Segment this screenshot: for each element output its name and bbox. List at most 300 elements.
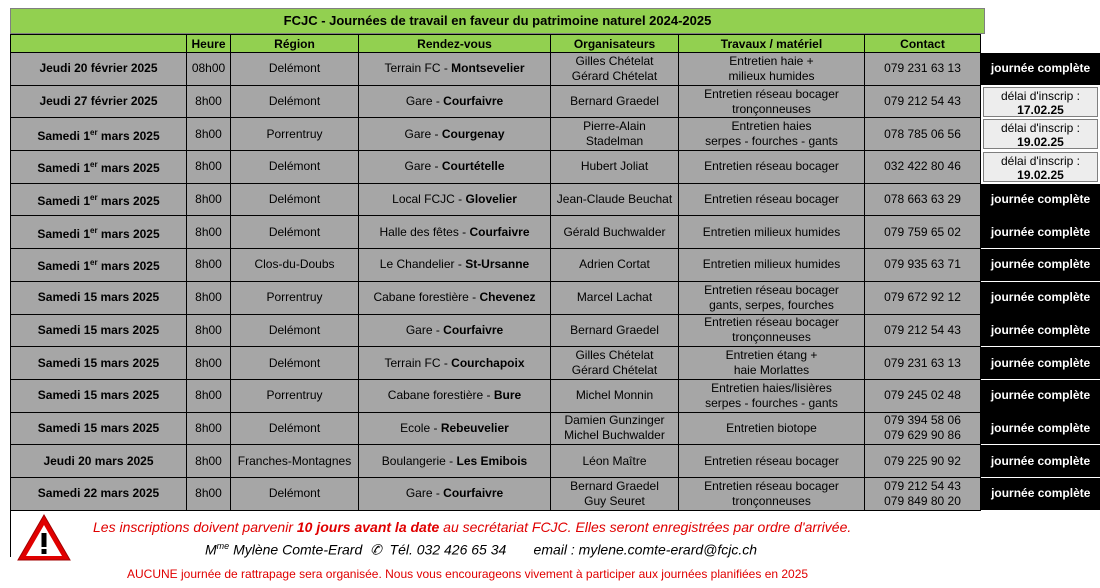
contact-cell — [865, 281, 981, 314]
region-text: Franches-Montagnes — [237, 453, 352, 468]
work-cell — [679, 314, 865, 347]
time-text: 8h00 — [195, 192, 222, 207]
full-badge — [981, 53, 1100, 85]
date-text: Samedi 1 — [37, 161, 91, 176]
contact-phone: 079 629 90 86 — [884, 428, 961, 443]
organizer-name: Hubert Joliat — [580, 159, 649, 174]
work-text: tronçonneuses — [732, 330, 811, 345]
date-cell — [11, 85, 187, 118]
table-row — [11, 118, 1100, 151]
status-cell — [981, 445, 1100, 478]
time-cell — [187, 445, 231, 478]
footer — [0, 505, 1100, 588]
date-sup: er — [90, 160, 98, 170]
work-text: Entretien réseau bocager — [704, 159, 839, 174]
contact-cell — [865, 216, 981, 249]
time-cell — [187, 183, 231, 216]
date-text: Samedi 15 mars 2025 — [37, 322, 160, 337]
contact-cell — [865, 118, 981, 151]
time-text: 8h00 — [195, 126, 222, 141]
meeting-place: Courfaivre — [443, 486, 504, 501]
date-cell — [11, 379, 187, 412]
work-text: Entretien réseau bocager — [704, 315, 839, 330]
region-cell — [231, 118, 359, 151]
meeting-point-text: Le Chandelier - — [379, 257, 466, 272]
deadline-box — [983, 119, 1098, 149]
organizer-name: Gilles Chételat — [575, 53, 654, 68]
region-cell — [231, 183, 359, 216]
col-contact: Contact — [865, 35, 981, 53]
time-cell — [187, 347, 231, 380]
work-text: milieux humides — [728, 68, 815, 83]
work-cell — [679, 249, 865, 282]
date-text: Samedi 15 mars 2025 — [37, 388, 160, 403]
deadline-box — [983, 152, 1098, 182]
full-badge — [981, 445, 1100, 477]
region-cell — [231, 347, 359, 380]
region-cell — [231, 281, 359, 314]
meeting-place: Courfaivre — [443, 322, 504, 337]
status-text: journée complète — [990, 322, 1091, 337]
table-row — [11, 412, 1100, 445]
status-cell — [981, 412, 1100, 445]
date-text: Samedi 15 mars 2025 — [37, 290, 160, 305]
region-text: Delémont — [268, 159, 321, 174]
date-text: Samedi 1 — [37, 194, 91, 209]
meeting-point-cell — [359, 445, 551, 478]
date-sup: er — [90, 127, 98, 137]
note-text: Les inscriptions doivent parvenir — [93, 519, 297, 535]
organizers-cell — [551, 314, 679, 347]
contact-phone: 079 394 58 06 — [884, 413, 961, 428]
region-text: Delémont — [268, 420, 321, 435]
date-cell — [11, 216, 187, 249]
organizer-name: Damien Gunzinger — [564, 413, 665, 428]
meeting-place: Bure — [493, 388, 522, 403]
meeting-point-cell — [359, 379, 551, 412]
meeting-point-text: Cabane forestière - — [373, 290, 480, 305]
organizers-cell — [551, 445, 679, 478]
contact-phone: 079 759 65 02 — [884, 224, 961, 239]
organizers-cell — [551, 281, 679, 314]
status-cell — [981, 85, 1100, 118]
date-sup: er — [90, 193, 98, 203]
registration-note — [93, 519, 851, 535]
meeting-point-text: Local FCJC - — [392, 192, 466, 207]
time-text: 8h00 — [195, 159, 222, 174]
time-cell — [187, 216, 231, 249]
contact-phone: 079 231 63 13 — [884, 61, 961, 76]
meeting-point-text: Terrain FC - — [384, 61, 452, 76]
date-text-end: mars 2025 — [97, 128, 160, 143]
work-cell — [679, 85, 865, 118]
meeting-point-cell — [359, 314, 551, 347]
time-text: 8h00 — [195, 420, 222, 435]
col-time: Heure — [187, 35, 231, 53]
organizers-cell — [551, 249, 679, 282]
date-text-end: mars 2025 — [97, 194, 160, 209]
status-cell — [981, 314, 1100, 347]
status-text: journée complète — [990, 355, 1091, 370]
meeting-point-cell — [359, 151, 551, 184]
region-text: Porrentruy — [266, 290, 323, 305]
work-cell — [679, 118, 865, 151]
status-text: journée complète — [990, 420, 1091, 435]
work-cell — [679, 53, 865, 86]
contact-cell — [865, 445, 981, 478]
date-text: Samedi 1 — [37, 259, 91, 274]
work-text: haie Morlattes — [733, 363, 810, 378]
meeting-place: Courfaivre — [469, 224, 530, 239]
date-text: Jeudi 27 février 2025 — [39, 94, 158, 109]
full-badge — [981, 282, 1100, 314]
col-work: Travaux / matériel — [679, 35, 865, 53]
deadline-box — [983, 87, 1098, 117]
status-text: journée complète — [990, 453, 1091, 468]
organizer-name: Michel Buchwalder — [564, 428, 665, 443]
status-cell — [981, 347, 1100, 380]
col-date — [11, 35, 187, 53]
region-text: Porrentruy — [266, 126, 323, 141]
work-text: Entretien réseau bocager — [704, 453, 839, 468]
date-cell — [11, 281, 187, 314]
status-cell — [981, 53, 1100, 86]
time-text: 8h00 — [195, 355, 222, 370]
work-cell — [679, 347, 865, 380]
col-region: Région — [231, 35, 359, 53]
organizers-cell — [551, 85, 679, 118]
status-text: journée complète — [990, 257, 1091, 272]
region-text: Delémont — [268, 94, 321, 109]
date-cell — [11, 445, 187, 478]
organizer-name: Michel Monnin — [575, 388, 654, 403]
status-cell — [981, 118, 1100, 151]
contact-phone: 079 212 54 43 — [884, 478, 961, 493]
date-cell — [11, 183, 187, 216]
full-badge — [981, 380, 1100, 412]
time-cell — [187, 412, 231, 445]
organizers-cell — [551, 412, 679, 445]
contact-phone: 078 785 06 56 — [884, 126, 961, 141]
date-text: Jeudi 20 février 2025 — [39, 61, 158, 76]
time-text: 08h00 — [191, 61, 226, 76]
full-badge — [981, 314, 1100, 346]
col-organizers: Organisateurs — [551, 35, 679, 53]
work-text: tronçonneuses — [732, 101, 811, 116]
region-cell — [231, 216, 359, 249]
meeting-point-cell — [359, 85, 551, 118]
contact-name: Mylène Comte-Erard — [229, 541, 363, 558]
deadline-label: délai d'inscrip : — [1001, 121, 1080, 136]
meeting-place: Glovelier — [465, 192, 517, 207]
date-cell — [11, 151, 187, 184]
date-text-end: mars 2025 — [97, 259, 160, 274]
date-text-end: mars 2025 — [97, 226, 160, 241]
organizers-cell — [551, 216, 679, 249]
date-text: Samedi 22 mars 2025 — [37, 486, 160, 501]
organizer-name: Stadelman — [585, 134, 644, 149]
meeting-point-text: Gare - — [404, 159, 442, 174]
time-cell — [187, 151, 231, 184]
status-text: journée complète — [990, 192, 1091, 207]
work-text: Entretien milieux humides — [702, 257, 841, 272]
date-cell — [11, 118, 187, 151]
organizer-name: Jean-Claude Beuchat — [556, 192, 673, 207]
time-text: 8h00 — [195, 322, 222, 337]
meeting-point-cell — [359, 412, 551, 445]
organizer-name: Gérard Chételat — [571, 363, 658, 378]
date-text: Samedi 1 — [37, 226, 91, 241]
organizers-cell — [551, 347, 679, 380]
contact-phone: 032 422 80 46 — [884, 159, 961, 174]
no-makeup-note: AUCUNE journée de rattrapage sera organisée. Nous vous encourageons vivement à participer aux journées planifiées en 2025 — [127, 567, 809, 581]
table-row — [11, 183, 1100, 216]
time-cell — [187, 281, 231, 314]
full-badge — [981, 249, 1100, 281]
meeting-point-text: Terrain FC - — [384, 355, 452, 370]
organizer-name: Marcel Lachat — [576, 290, 653, 305]
meeting-point-cell — [359, 53, 551, 86]
schedule-table — [10, 34, 1100, 511]
contact-title-sup: me — [216, 541, 230, 551]
meeting-point-cell — [359, 249, 551, 282]
work-cell — [679, 216, 865, 249]
work-text: Entretien haie + — [729, 53, 814, 68]
contact-cell — [865, 249, 981, 282]
region-cell — [231, 412, 359, 445]
contact-phone: 079 212 54 43 — [884, 322, 961, 337]
organizer-name: Bernard Graedel — [570, 478, 659, 493]
meeting-point-text: Gare - — [405, 94, 444, 109]
region-text: Clos-du-Doubs — [254, 257, 335, 272]
status-text: journée complète — [991, 486, 1091, 501]
organizer-name: Guy Seuret — [584, 493, 645, 508]
contact-phone: 078 663 63 29 — [884, 192, 961, 207]
work-cell — [679, 445, 865, 478]
col-meeting-point: Rendez-vous — [359, 35, 551, 53]
deadline-label: délai d'inscrip : — [1001, 88, 1080, 103]
work-text: serpes - fourches - gants — [705, 395, 838, 410]
work-text: Entretien étang + — [725, 348, 818, 363]
region-cell — [231, 314, 359, 347]
status-text: journée complète — [990, 388, 1091, 403]
region-cell — [231, 151, 359, 184]
contact-cell — [865, 183, 981, 216]
organizer-name: Adrien Cortat — [579, 257, 650, 272]
meeting-place: Les Emibois — [456, 453, 528, 468]
warning-icon — [16, 513, 72, 563]
date-sup: er — [90, 258, 98, 268]
organizer-name: Léon Maître — [582, 453, 647, 468]
region-text: Delémont — [268, 224, 321, 239]
divider — [10, 505, 11, 557]
meeting-point-text: Cabane forestière - — [387, 388, 494, 403]
contact-cell — [865, 53, 981, 86]
work-text: Entretien milieux humides — [702, 224, 841, 239]
table-row — [11, 216, 1100, 249]
work-text: serpes - fourches - gants — [705, 134, 838, 149]
meeting-point-cell — [359, 183, 551, 216]
note-emphasis: 10 jours avant la date — [296, 519, 440, 535]
region-text: Delémont — [268, 61, 321, 76]
contact-phone: 079 245 02 48 — [884, 388, 961, 403]
meeting-place: Courtételle — [441, 159, 505, 174]
meeting-point-text: Gare - — [405, 486, 444, 501]
work-cell — [679, 151, 865, 184]
deadline-date: 19.02.25 — [1017, 167, 1064, 182]
organizer-name: Gilles Chételat — [575, 348, 654, 363]
status-cell — [981, 281, 1100, 314]
region-text: Delémont — [268, 192, 321, 207]
full-badge — [981, 412, 1100, 444]
region-text: Delémont — [268, 355, 321, 370]
date-cell — [11, 412, 187, 445]
date-cell — [11, 249, 187, 282]
region-cell — [231, 249, 359, 282]
meeting-place: Courfaivre — [443, 94, 504, 109]
date-cell — [11, 314, 187, 347]
table-row — [11, 314, 1100, 347]
status-cell — [981, 379, 1100, 412]
phone-icon: ✆ — [370, 541, 382, 558]
work-text: gants, serpes, fourches — [709, 297, 834, 312]
time-text: 8h00 — [195, 224, 222, 239]
contact-phone: Tél. 032 426 65 34 — [389, 541, 507, 558]
work-text: Entretien réseau bocager — [704, 86, 839, 101]
time-cell — [187, 249, 231, 282]
time-text: 8h00 — [195, 388, 222, 403]
work-cell — [679, 183, 865, 216]
time-text: 8h00 — [195, 486, 222, 501]
date-cell — [11, 347, 187, 380]
status-text: journée complète — [990, 290, 1091, 305]
sheet-title: FCJC - Journées de travail en faveur du patrimoine naturel 2024-2025 — [10, 8, 985, 34]
time-cell — [187, 85, 231, 118]
work-text: Entretien haies — [731, 119, 812, 134]
meeting-point-text: Boulangerie - — [381, 453, 457, 468]
status-text: journée complète — [990, 61, 1091, 76]
organizer-name: Gérald Buchwalder — [563, 224, 666, 239]
date-text: Samedi 15 mars 2025 — [37, 355, 160, 370]
work-cell — [679, 379, 865, 412]
full-badge — [981, 216, 1100, 248]
organizer-name: Bernard Graedel — [570, 94, 659, 109]
deadline-date: 19.02.25 — [1017, 135, 1064, 150]
status-cell — [981, 151, 1100, 184]
date-text: Jeudi 20 mars 2025 — [43, 453, 154, 468]
meeting-place: Chevenez — [479, 290, 536, 305]
contact-cell — [865, 151, 981, 184]
organizers-cell — [551, 183, 679, 216]
organizers-cell — [551, 53, 679, 86]
status-cell — [981, 216, 1100, 249]
deadline-label: délai d'inscrip : — [1001, 153, 1080, 168]
contact-phone: 079 935 63 71 — [884, 257, 961, 272]
work-text: Entretien réseau bocager — [704, 282, 839, 297]
work-text: Entretien réseau bocager — [704, 192, 839, 207]
region-text: Delémont — [268, 322, 321, 337]
work-text: tronçonneuses — [732, 493, 811, 508]
time-cell — [187, 53, 231, 86]
contact-phone: 079 672 92 12 — [884, 290, 961, 305]
date-text-end: mars 2025 — [97, 161, 160, 176]
contact-phone: 079 212 54 43 — [884, 94, 961, 109]
date-text: Samedi 1 — [37, 128, 91, 143]
date-cell — [11, 53, 187, 86]
contact-title: M — [205, 541, 217, 558]
status-cell — [981, 183, 1100, 216]
work-text: Entretien haies/lisières — [711, 380, 832, 395]
status-cell — [981, 249, 1100, 282]
contact-email[interactable]: email : mylene.comte-erard@fcjc.ch — [533, 541, 758, 558]
contact-phone: 079 231 63 13 — [884, 355, 961, 370]
contact-cell — [865, 85, 981, 118]
meeting-point-cell — [359, 216, 551, 249]
region-text: Porrentruy — [266, 388, 323, 403]
region-text: Delémont — [268, 486, 321, 501]
organizers-cell — [551, 118, 679, 151]
table-row — [11, 379, 1100, 412]
meeting-place: Montsevelier — [451, 61, 525, 76]
time-text: 8h00 — [195, 453, 222, 468]
organizers-cell — [551, 379, 679, 412]
work-text: Entretien réseau bocager — [704, 478, 839, 493]
note-text-end: au secrétariat FCJC. Elles seront enregistrées par ordre d'arrivée. — [439, 519, 852, 535]
table-row — [11, 347, 1100, 380]
full-badge — [981, 184, 1100, 216]
col-status — [981, 35, 1100, 53]
meeting-place: Courchapoix — [451, 355, 525, 370]
table-row — [11, 249, 1100, 282]
deadline-date: 17.02.25 — [1017, 102, 1064, 117]
header-row — [11, 35, 1100, 53]
full-badge — [981, 347, 1100, 379]
time-cell — [187, 379, 231, 412]
contact-cell — [865, 379, 981, 412]
work-cell — [679, 281, 865, 314]
table-row — [11, 151, 1100, 184]
meeting-point-cell — [359, 118, 551, 151]
contact-cell — [865, 314, 981, 347]
date-text: Samedi 15 mars 2025 — [37, 420, 160, 435]
time-text: 8h00 — [195, 290, 222, 305]
meeting-place: St-Ursanne — [465, 257, 530, 272]
meeting-place: Courgenay — [441, 126, 505, 141]
organizer-name: Gérard Chételat — [571, 68, 658, 83]
contact-cell — [865, 347, 981, 380]
time-text: 8h00 — [195, 94, 222, 109]
table-row — [11, 281, 1100, 314]
contact-phone: 079 225 90 92 — [884, 453, 961, 468]
date-sup: er — [90, 225, 98, 235]
contact-phone: 079 849 80 20 — [884, 493, 961, 508]
region-cell — [231, 379, 359, 412]
time-cell — [187, 118, 231, 151]
meeting-point-text: Gare - — [405, 322, 444, 337]
work-cell — [679, 412, 865, 445]
status-text: journée complète — [990, 224, 1091, 239]
work-text: Entretien biotope — [726, 420, 817, 435]
time-cell — [187, 314, 231, 347]
meeting-place: Rebeuvelier — [440, 420, 509, 435]
meeting-point-text: Halle des fêtes - — [379, 224, 470, 239]
contact-cell — [865, 412, 981, 445]
time-text: 8h00 — [195, 257, 222, 272]
contact-line — [205, 541, 757, 559]
region-cell — [231, 85, 359, 118]
table-row — [11, 445, 1100, 478]
organizers-cell — [551, 151, 679, 184]
